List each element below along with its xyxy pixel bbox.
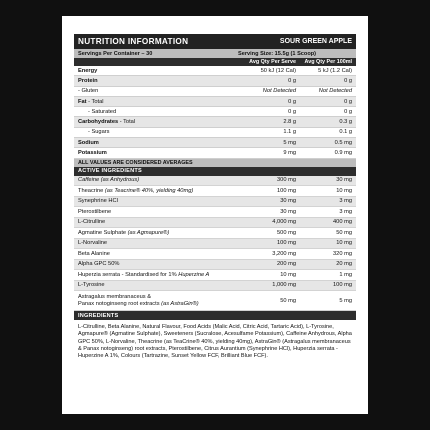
active-row xyxy=(74,176,356,187)
active-per100: 10 mg xyxy=(336,240,352,247)
nutrient-per100: 0.3 g xyxy=(339,119,352,126)
active-name-line1: Astragalus membranaceus & xyxy=(78,293,152,300)
active-row xyxy=(74,197,356,208)
active-name xyxy=(74,282,236,288)
active-row xyxy=(74,186,356,197)
nutrient-row xyxy=(74,148,356,158)
nutrient-serve: 5 mg xyxy=(283,139,296,146)
active-row xyxy=(74,207,356,218)
nutrient-name: Fat xyxy=(78,98,87,105)
ingredients-text: L-Citrulline, Beta Alanine, Natural Flavour, Food Acids (Malic Acid, Citric Acid, Tartaric Acid), L-Tyrosine, Agmapure® (Agmatine Sulphate), Sweeteners (Sucralose, Acesulfame Potassium), Caffeine Anhydrous, Alpha GPC 50%, L-Norvaline, Theacrine (as TeaCrine® 40%, yielding 40mg), AstraGin® (Astragalus membranaceus & Panax notoginseng) root extracts, Pterostilbene, Citrus Aurantium (Synephrine HCl), Huperzia serrata - Huperzine A 1%, Colours (Tartrazine, Sunset Yellow FCF, Brilliant Blue FCF). xyxy=(78,324,352,360)
active-per100: 3 mg xyxy=(339,208,352,215)
active-serve: 4,000 mg xyxy=(272,219,296,226)
active-per100: 320 mg xyxy=(333,250,352,257)
active-serve: 1,000 mg xyxy=(272,282,296,289)
active-name-pre: Agmatine Sulphate xyxy=(78,229,128,236)
active-row xyxy=(74,218,356,229)
nutrient-name: - Sugars xyxy=(88,129,110,136)
active-serve: 100 mg xyxy=(277,240,296,247)
nutrient-name: - Gluten xyxy=(78,88,99,95)
active-name xyxy=(74,209,236,215)
nutrient-per100: 5 kJ (1.2 Cal) xyxy=(318,67,352,74)
active-per100: 50 mg xyxy=(336,229,352,236)
active-per100: 100 mg xyxy=(333,282,352,289)
nutrient-serve: 0 g xyxy=(288,98,296,105)
nutrient-serve: 0 g xyxy=(288,77,296,84)
active-name-em: (as Teacrine® 40%, yielding 40mg) xyxy=(104,187,194,194)
active-serve: 10 mg xyxy=(280,271,296,278)
active-serve: 500 mg xyxy=(277,229,296,236)
active-name-pre: L-Citrulline xyxy=(78,219,106,226)
nutrient-row xyxy=(74,66,356,76)
active-name-pre: Alpha GPC 50% xyxy=(78,261,120,268)
active-per100: 5 mg xyxy=(339,297,352,304)
active-serve: 300 mg xyxy=(277,177,296,184)
nutrient-name-suffix: - Total xyxy=(118,119,136,126)
active-name-em: Huperzine A xyxy=(178,271,210,278)
nutrient-per100: Not Detected xyxy=(318,88,352,95)
active-name-line2-brand: (as AstraGin®) xyxy=(161,300,199,307)
nutrient-per100: 0.9 mg xyxy=(334,150,352,157)
active-name-em: Caffeine (as Anhydrous) xyxy=(78,177,140,184)
nutrient-per100: 0.5 mg xyxy=(334,139,352,146)
nutrient-name: Potassium xyxy=(78,150,107,157)
active-per100: 20 mg xyxy=(336,261,352,268)
nutrient-per100: 0 g xyxy=(344,98,352,105)
col-per-serve: Avg Qty Per Serve xyxy=(249,59,296,65)
active-ingredients-list xyxy=(74,176,356,292)
active-name xyxy=(74,198,236,204)
nutrition-label xyxy=(74,34,356,361)
active-name xyxy=(74,251,236,257)
active-name-pre: Huperzia serrata - Standardised for 1% xyxy=(78,271,179,278)
col-per-100: Avg Qty Per 100ml xyxy=(304,59,352,65)
active-serve: 100 mg xyxy=(277,187,296,194)
active-name-line2: Panax notoginseng root extracts xyxy=(78,300,162,307)
ingredients-title: INGREDIENTS xyxy=(74,311,356,320)
column-header xyxy=(74,58,356,66)
averages-note: ALL VALUES ARE CONSIDERED AVERAGES xyxy=(74,159,356,167)
nutrient-serve: Not Detected xyxy=(262,88,296,95)
active-per100: 3 mg xyxy=(339,198,352,205)
nutrient-row xyxy=(74,128,356,138)
active-name-pre: Synephrine HCl xyxy=(78,198,118,205)
active-row xyxy=(74,239,356,250)
active-name xyxy=(74,177,236,183)
nutrient-name-suffix: - Total xyxy=(86,98,104,105)
nutrient-per100: 0 g xyxy=(344,77,352,84)
title-bar xyxy=(74,34,356,49)
nutrient-name: Energy xyxy=(78,67,98,74)
active-name-em: (as Agmapure®) xyxy=(127,229,170,236)
servings-per-container: Servings Per Container – 30 xyxy=(78,50,153,57)
nutrient-per100: 0.1 g xyxy=(339,129,352,136)
active-per100: 30 mg xyxy=(336,177,352,184)
active-row xyxy=(74,260,356,271)
active-name-pre: Pterostilbene xyxy=(78,208,112,215)
nutrient-row xyxy=(74,76,356,86)
nutrient-row xyxy=(74,117,356,127)
active-name-pre: L-Norvaline xyxy=(78,240,108,247)
active-serve: 30 mg xyxy=(280,198,296,205)
nutrient-row xyxy=(74,87,356,97)
active-name-pre: Theacrine xyxy=(78,187,105,194)
active-row xyxy=(74,228,356,239)
active-name xyxy=(74,230,236,236)
nutrient-serve: 2.8 g xyxy=(283,119,296,126)
active-per100: 1 mg xyxy=(339,271,352,278)
flavour-name: SOUR GREEN APPLE xyxy=(279,38,352,45)
active-name xyxy=(74,261,236,267)
active-name xyxy=(74,240,236,246)
active-serve: 3,200 mg xyxy=(272,250,296,257)
nutrition-panel xyxy=(62,16,368,414)
nutrient-row xyxy=(74,97,356,107)
active-ingredients-title: ACTIVE INGREDIENTS xyxy=(74,167,356,176)
nutrient-name: Sodium xyxy=(78,139,99,146)
nutrient-per100: 0 g xyxy=(344,108,352,115)
active-name-pre: Beta Alanine xyxy=(78,250,110,257)
nutrient-serve: 50 kJ (12 Cal) xyxy=(260,67,296,74)
nutrient-row xyxy=(74,107,356,117)
active-per100: 10 mg xyxy=(336,187,352,194)
servings-row xyxy=(74,49,356,58)
label-title: NUTRITION INFORMATION xyxy=(78,37,189,46)
active-name-pre: L-Tyrosine xyxy=(78,282,105,289)
nutrient-name: Protein xyxy=(78,77,98,84)
nutrient-row xyxy=(74,138,356,148)
active-serve: 200 mg xyxy=(277,261,296,268)
active-row xyxy=(74,281,356,292)
active-name xyxy=(74,272,236,278)
nutrient-name: Carbohydrates xyxy=(78,119,119,126)
nutrient-serve: 9 mg xyxy=(283,150,296,157)
active-per100: 400 mg xyxy=(333,219,352,226)
active-serve: 50 mg xyxy=(280,297,296,304)
nutrient-name: - Saturated xyxy=(88,108,117,115)
nutrient-serve: 0 g xyxy=(288,108,296,115)
active-row-astragalus xyxy=(74,291,356,311)
active-serve: 30 mg xyxy=(280,208,296,215)
active-name xyxy=(74,219,236,225)
nutrient-serve: 1.1 g xyxy=(283,129,296,136)
active-name xyxy=(74,188,236,194)
active-row xyxy=(74,270,356,281)
serving-size: Serving Size: 15.5g (1 Scoop) xyxy=(238,50,317,57)
active-row xyxy=(74,249,356,260)
